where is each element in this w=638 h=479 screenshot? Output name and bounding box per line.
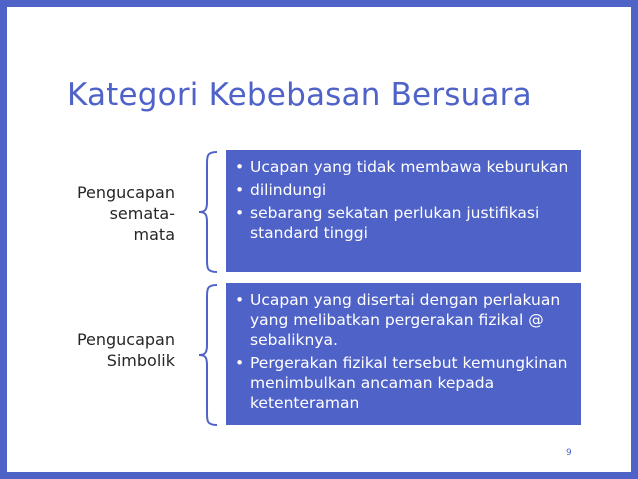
row-label-line: Pengucapan: [76, 330, 175, 349]
bullet-text: Ucapan yang disertai dengan perlakuan yang melibatkan pergerakan fizikal @ sebaliknya.: [250, 291, 561, 349]
bullet-box-1: [226, 150, 581, 272]
bullet-dot-icon: •: [235, 354, 245, 372]
left-curly-brace-icon: [197, 283, 219, 427]
bullet-text: sebarang sekatan perlukan justifikasi standard tinggi: [250, 204, 540, 242]
bullet-item: [234, 203, 573, 243]
bullet-text: Pergerakan fizikal tersebut kemungkinan menimbulkan ancaman kepada ketenteraman: [250, 354, 568, 412]
bullet-list: [234, 290, 573, 413]
bullet-text: dilindungi: [250, 181, 327, 199]
row-label-line: semata-: [109, 204, 175, 223]
bullet-item: [234, 353, 573, 413]
bullet-dot-icon: •: [235, 291, 245, 309]
bullet-item: [234, 157, 573, 177]
bullet-text: Ucapan yang tidak membawa keburukan: [250, 158, 569, 176]
row-label-pengucapan-simbolik: [45, 329, 175, 371]
page-number: 9: [566, 448, 572, 458]
bullet-dot-icon: •: [235, 158, 245, 176]
bullet-item: [234, 180, 573, 200]
bullet-item: [234, 290, 573, 350]
slide-title: Kategori Kebebasan Bersuara: [67, 77, 532, 113]
left-curly-brace-icon: [197, 150, 219, 274]
row-label-line: mata: [133, 225, 175, 244]
row-label-pengucapan-semata-mata: [45, 182, 175, 245]
bullet-dot-icon: •: [235, 181, 245, 199]
bullet-box-2: [226, 283, 581, 425]
row-label-line: Simbolik: [106, 351, 175, 370]
slide: [7, 7, 631, 472]
bullet-list: [234, 157, 573, 243]
row-label-line: Pengucapan: [76, 183, 175, 202]
bullet-dot-icon: •: [235, 204, 245, 222]
